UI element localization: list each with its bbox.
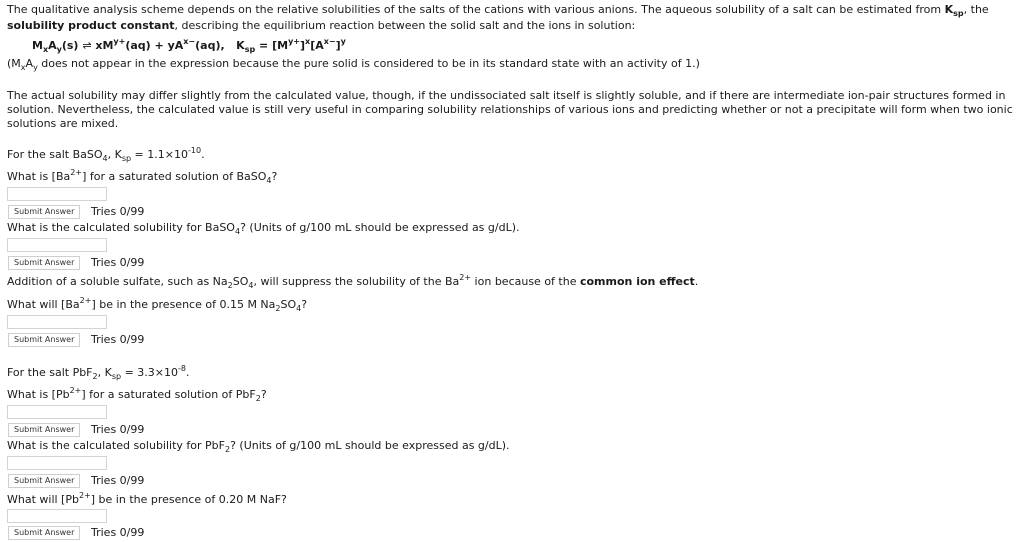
question-pb-with-naf: What will $[Pb^{2+}]$ be in the presence of 0.20 M NaF?	[7, 491, 287, 506]
submit-answer-button[interactable]: Submit Answer	[8, 474, 80, 488]
answer-input-baso4-solubility[interactable]	[7, 238, 107, 252]
pbf2-salt-info: For the salt PbF$_2$, $K_{sp} = 3.3\times 10^{-8}$.	[7, 364, 190, 381]
intro-paragraph-2: The actual solubility may differ slightly from the calculated value, though, if the undissociated salt itself is slightly soluble, and if there are intermediate ion-pair structures formed in solution. Nevertheless, the calculated value is still very useful in comparing solubility relationships of various ions and predicting whether or not a precipitate will form when two ionic solutions are mixed.	[7, 89, 1013, 130]
question-pbf2-solubility: What is the calculated solubility for PbF$_2$? (Units of g/100 mL should be expressed as g/dL).	[7, 439, 510, 454]
submit-answer-button[interactable]: Submit Answer	[8, 526, 80, 540]
question-pb-concentration: What is $[Pb^{2+}]$ for a saturated solution of PbF$_2$?	[7, 386, 267, 403]
activity-note: ($M_xA_y$ does not appear in the expression because the pure solid is considered to be in its standard state with an activity of 1.)	[7, 57, 700, 72]
answer-input-ba-concentration[interactable]	[7, 187, 107, 201]
answer-input-pbf2-solubility[interactable]	[7, 456, 107, 470]
intro-line-2: solubility product constant, describing the equilibrium reaction between the solid salt and the ions in solution:	[7, 19, 636, 32]
question-ba-concentration: What is $[Ba^{2+}]$ for a saturated solution of BaSO$_4$?	[7, 168, 278, 185]
tries-counter: Tries 0/99	[91, 205, 145, 218]
equilibrium-arrow-icon: ⇌	[82, 39, 92, 52]
tries-counter: Tries 0/99	[91, 256, 145, 269]
tries-counter: Tries 0/99	[91, 423, 145, 436]
tries-counter: Tries 0/99	[91, 474, 145, 487]
submit-answer-button[interactable]: Submit Answer	[8, 423, 80, 437]
tries-counter: Tries 0/99	[91, 526, 145, 539]
question-baso4-solubility: What is the calculated solubility for BaSO$_4$? (Units of g/100 mL should be expressed as g/dL).	[7, 221, 520, 236]
submit-answer-button[interactable]: Submit Answer	[8, 333, 80, 347]
answer-input-pb-with-naf[interactable]	[7, 509, 107, 523]
submit-answer-button[interactable]: Submit Answer	[8, 205, 80, 219]
question-ba-with-na2so4: What will $[Ba^{2+}]$ be in the presence of 0.15 M $Na_2SO_4$?	[7, 296, 308, 313]
answer-input-pb-concentration[interactable]	[7, 405, 107, 419]
intro-line-1: The qualitative analysis scheme depends on the relative solubilities of the salts of the cations with various anions. The aqueous solubility of a salt can be estimated from $K_{sp}$, the	[7, 3, 989, 18]
tries-counter: Tries 0/99	[91, 333, 145, 346]
answer-input-ba-with-na2so4[interactable]	[7, 315, 107, 329]
submit-answer-button[interactable]: Submit Answer	[8, 256, 80, 270]
equilibrium-equation: $M_xA_y(s)$ ⇌ $xM^{y+}(aq) + yA^{x-}(aq)$, $K_{sp} = [M^{y+}]^x[A^{x-}]^y$	[32, 37, 346, 54]
baso4-salt-info: For the salt BaSO$_4$, $K_{sp} = 1.1\times 10^{-10}$.	[7, 146, 205, 163]
common-ion-explanation: Addition of a soluble sulfate, such as $Na_2SO_4$, will suppress the solubility of the $Ba^{2+}$ ion because of the common ion effect.	[7, 273, 699, 290]
